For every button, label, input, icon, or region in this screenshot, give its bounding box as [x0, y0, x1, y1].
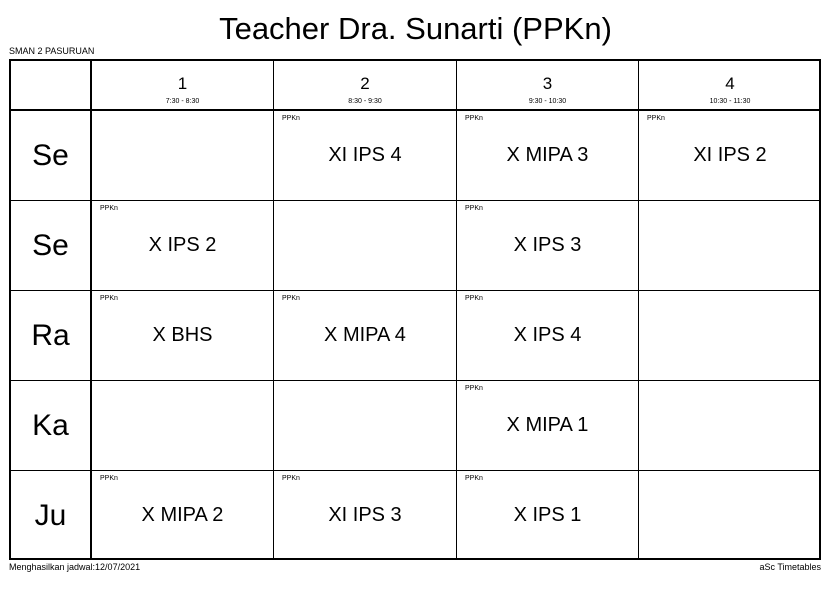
lesson-cell-empty: [639, 291, 821, 381]
period-header-1: [92, 61, 274, 111]
subject-label: PPKn: [465, 115, 483, 122]
lesson-cell-empty: [274, 201, 457, 291]
lesson-cell: [92, 291, 274, 381]
class-name: X MIPA 2: [141, 504, 224, 526]
period-time: 9:30 - 10:30: [528, 98, 567, 105]
period-number: 3: [542, 74, 553, 93]
corner-cell: [11, 61, 92, 111]
lesson-cell: [457, 291, 639, 381]
page-title: Teacher Dra. Sunarti (PPKn): [219, 11, 612, 46]
day-cell: [11, 381, 92, 471]
class-name: X MIPA 3: [506, 144, 589, 166]
class-name: XI IPS 2: [693, 144, 767, 166]
subject-label: PPKn: [465, 205, 483, 212]
day-label: Se: [32, 228, 69, 262]
lesson-cell: [457, 381, 639, 471]
day-cell: [11, 471, 92, 560]
lesson-cell-empty: [274, 381, 457, 471]
lesson-cell: [92, 201, 274, 291]
period-time: 10:30 - 11:30: [709, 98, 751, 105]
day-cell: [11, 201, 92, 291]
generated-date: Menghasilkan jadwal:12/07/2021: [9, 562, 141, 572]
period-header-3: [457, 61, 639, 111]
period-header-4: [639, 61, 821, 111]
day-label: Ka: [32, 408, 69, 442]
day-cell: [11, 291, 92, 381]
day-label: Ra: [31, 318, 70, 352]
day-label: Se: [32, 138, 69, 172]
lesson-cell: [457, 471, 639, 560]
class-name: X MIPA 4: [324, 324, 406, 346]
subject-label: PPKn: [647, 115, 665, 122]
class-name: X IPS 4: [513, 324, 582, 346]
period-time: 8:30 - 9:30: [348, 98, 382, 105]
lesson-cell: [92, 471, 274, 560]
period-number: 4: [725, 74, 735, 93]
day-cell: [11, 111, 92, 201]
class-name: X BHS: [152, 324, 213, 346]
subject-label: PPKn: [100, 205, 118, 212]
lesson-cell: [274, 291, 457, 381]
lesson-cell-empty: [639, 381, 821, 471]
class-name: X IPS 2: [148, 234, 217, 256]
subject-label: PPKn: [465, 385, 483, 392]
lesson-cell-empty: [639, 201, 821, 291]
subject-label: PPKn: [100, 295, 118, 302]
subject-label: PPKn: [282, 295, 300, 302]
timetable-grid: [9, 59, 821, 560]
subject-label: PPKn: [465, 295, 483, 302]
lesson-cell: [639, 111, 821, 201]
lesson-cell: [274, 471, 457, 560]
period-time: 7:30 - 8:30: [165, 98, 200, 105]
period-number: 2: [360, 74, 370, 93]
class-name: X MIPA 1: [506, 414, 589, 436]
lesson-cell: [457, 111, 639, 201]
subject-label: PPKn: [100, 475, 118, 482]
school-name: SMAN 2 PASURUAN: [9, 46, 95, 56]
class-name: X IPS 1: [513, 504, 582, 526]
class-name: XI IPS 4: [328, 144, 402, 166]
brand-label: aSc Timetables: [759, 562, 821, 572]
period-header-2: [274, 61, 457, 111]
lesson-cell-empty: [639, 471, 821, 560]
subject-label: PPKn: [465, 475, 483, 482]
lesson-cell-empty: [92, 111, 274, 201]
lesson-cell-empty: [92, 381, 274, 471]
subject-label: PPKn: [282, 475, 300, 482]
class-name: X IPS 3: [513, 234, 582, 256]
class-name: XI IPS 3: [328, 504, 402, 526]
lesson-cell: [274, 111, 457, 201]
lesson-cell: [457, 201, 639, 291]
subject-label: PPKn: [282, 115, 300, 122]
period-number: 1: [177, 74, 188, 93]
day-label: Ju: [34, 498, 67, 532]
